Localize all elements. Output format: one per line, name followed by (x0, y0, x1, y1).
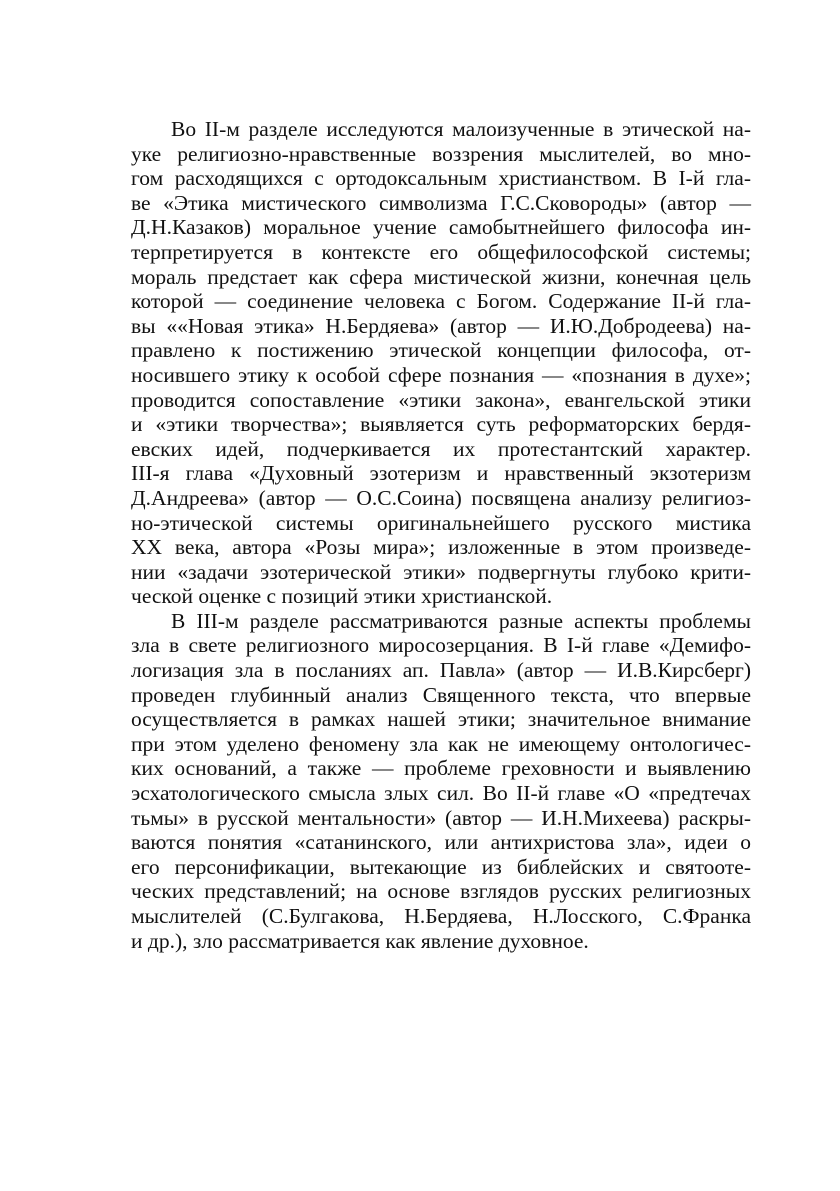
text-line: вы ««Новая этика» Н.Бердяева» (автор — И.Ю.Добродеева) на- (131, 313, 751, 338)
text-line: мораль предстает как сфера мистической жизни, конечная цель (131, 264, 751, 289)
body-text (131, 117, 751, 953)
text-line: ких оснований, а также — проблеме греховности и выявлению (131, 756, 751, 781)
text-line: гом расходящихся с ортодоксальным христианством. В I-й гла- (131, 166, 751, 191)
text-line: евских идей, подчеркивается их протестантский характер. (131, 436, 751, 461)
text-line: носившего этику к особой сфере познания — «познания в духе»; (131, 362, 751, 387)
text-line: зла в свете религиозного миросозерцания. В I-й главе «Демифо- (131, 633, 751, 658)
text-line: Д.Н.Казаков) моральное учение самобытнейшего философа ин- (131, 215, 751, 240)
text-line: тьмы» в русской ментальности» (автор — И.Н.Михеева) раскры- (131, 805, 751, 830)
text-line: проводится сопоставление «этики закона», евангельской этики (131, 387, 751, 412)
text-line: В III-м разделе рассматриваются разные аспекты проблемы (171, 608, 751, 633)
text-line: терпретируется в контексте его общефилософской системы; (131, 239, 751, 264)
text-line: нии «задачи эзотерической этики» подвергнуты глубоко крити- (131, 559, 751, 584)
text-line: его персонификации, вытекающие из библейских и святооте- (131, 854, 751, 879)
text-line: логизация зла в посланиях ап. Павла» (автор — И.В.Кирсберг) (131, 658, 751, 683)
text-line: III-я глава «Духовный эзотеризм и нравственный экзотеризм (131, 461, 751, 486)
text-line: но-этической системы оригинальнейшего русского мистика (131, 510, 751, 535)
text-line: правлено к постижению этической концепции философа, от- (131, 338, 751, 363)
text-line: которой — соединение человека с Богом. Содержание II-й гла- (131, 289, 751, 314)
text-line: проведен глубинный анализ Священного текста, что впервые (131, 682, 751, 707)
text-line: осуществляется в рамках нашей этики; значительное внимание (131, 707, 751, 732)
text-line: ческой оценке с позиций этики христианской. (131, 584, 553, 609)
text-line: мыслителей (С.Булгакова, Н.Бердяева, Н.Лосского, С.Франка (131, 904, 751, 928)
text-line: уке религиозно-нравственные воззрения мыслителей, во мно- (131, 141, 751, 166)
text-line: при этом уделено феномену зла как не имеющему онтологичес- (131, 731, 751, 756)
paragraph-section-2 (131, 117, 751, 609)
paragraph-section-3 (131, 609, 751, 953)
text-line: ческих представлений; на основе взглядов русских религиозных (131, 879, 751, 904)
text-line: Д.Андреева» (автор — О.С.Соина) посвящена анализу религиоз- (131, 485, 751, 510)
text-line: ваются понятия «сатанинского, или антихристова зла», идеи о (131, 830, 751, 855)
text-line: XX века, автора «Розы мира»; изложенные в этом произведе- (131, 535, 751, 560)
text-line: и «этики творчества»; выявляется суть реформаторских бердя- (131, 412, 751, 437)
text-line: эсхатологического смысла злых сил. Во II-й главе «О «предтечах (131, 781, 751, 806)
text-line: и др.), зло рассматривается как явление духовное. (131, 928, 589, 953)
text-line: Во II-м разделе исследуются малоизученные в этической на- (171, 117, 751, 141)
text-line: ве «Этика мистического символизма Г.С.Сковороды» (автор — (131, 190, 751, 215)
